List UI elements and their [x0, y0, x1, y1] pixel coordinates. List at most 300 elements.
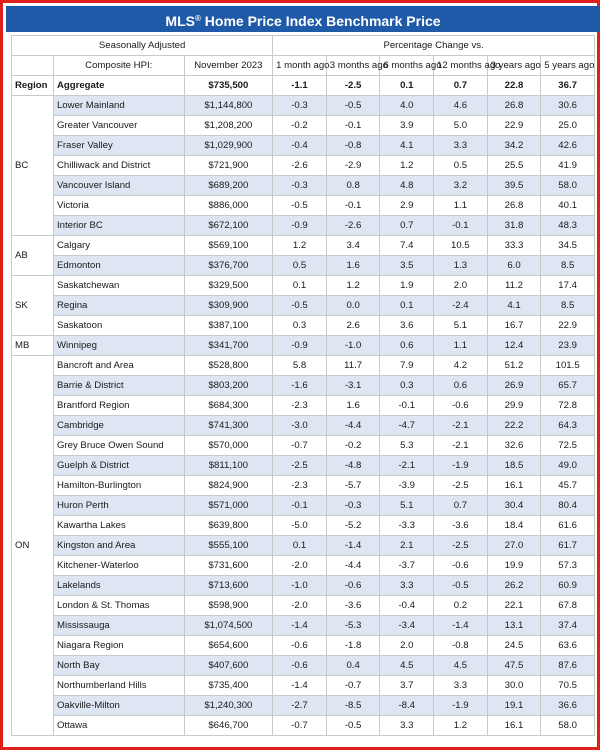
pct-change-cell: 37.4: [541, 616, 595, 636]
aggregate-name: Aggregate: [53, 76, 184, 96]
table-row: [12, 216, 595, 236]
col-6-months: 6 months ago: [380, 56, 434, 76]
market-name: Northumberland Hills: [53, 676, 184, 696]
table-row: [12, 316, 595, 336]
pct-change-cell: -1.9: [434, 456, 488, 476]
pct-change-cell: -0.2: [326, 436, 380, 456]
pct-change-cell: 48.3: [541, 216, 595, 236]
market-name: Barrie & District: [53, 376, 184, 396]
benchmark-price: $735,400: [184, 676, 273, 696]
market-name: Cambridge: [53, 416, 184, 436]
market-name: Winnipeg: [53, 336, 184, 356]
benchmark-price: $387,100: [184, 316, 273, 336]
pct-change-cell: -0.6: [326, 576, 380, 596]
benchmark-price: $654,600: [184, 636, 273, 656]
market-name: Lower Mainland: [53, 96, 184, 116]
market-name: Huron Perth: [53, 496, 184, 516]
pct-change-cell: -0.3: [273, 176, 327, 196]
table-row: [12, 156, 595, 176]
col-12-months: 12 months ago: [434, 56, 488, 76]
benchmark-price: $672,100: [184, 216, 273, 236]
pct-change-cell: -5.7: [326, 476, 380, 496]
pct-change-cell: 5.8: [273, 356, 327, 376]
pct-change-cell: 5.0: [434, 116, 488, 136]
pct-change-cell: 0.1: [380, 296, 434, 316]
market-name: Lakelands: [53, 576, 184, 596]
pct-change-cell: -3.7: [380, 556, 434, 576]
pct-change-cell: 23.9: [541, 336, 595, 356]
pct-change-cell: -3.6: [434, 516, 488, 536]
pct-change-cell: -2.1: [434, 436, 488, 456]
pct-change-cell: -2.1: [434, 416, 488, 436]
pct-change-cell: 87.6: [541, 656, 595, 676]
pct-change-cell: 16.1: [487, 476, 541, 496]
table-row: [12, 136, 595, 156]
pct-change-cell: 2.0: [434, 276, 488, 296]
pct-change-cell: -0.9: [273, 216, 327, 236]
pct-change-cell: 65.7: [541, 376, 595, 396]
pct-change-cell: -4.7: [380, 416, 434, 436]
pct-change-cell: -2.6: [326, 216, 380, 236]
pct-change-cell: -1.4: [273, 676, 327, 696]
table-row: [12, 376, 595, 396]
pct-change-cell: -0.6: [273, 656, 327, 676]
pct-change-cell: -3.4: [380, 616, 434, 636]
pct-change-cell: 17.4: [541, 276, 595, 296]
pct-change-cell: -0.3: [273, 96, 327, 116]
pct-change-cell: 0.3: [380, 376, 434, 396]
pct-change-cell: 5.3: [380, 436, 434, 456]
pct-change-cell: -2.4: [434, 296, 488, 316]
market-name: Brantford Region: [53, 396, 184, 416]
pct-change-cell: 80.4: [541, 496, 595, 516]
market-name: Kawartha Lakes: [53, 516, 184, 536]
pct-change-cell: -0.1: [380, 396, 434, 416]
benchmark-price: $1,144,800: [184, 96, 273, 116]
region-code: AB: [12, 236, 54, 276]
pct-change-cell: 3.3: [380, 576, 434, 596]
table-row: [12, 616, 595, 636]
region-code: MB: [12, 336, 54, 356]
pct-change-cell: 12.4: [487, 336, 541, 356]
benchmark-price: $1,029,900: [184, 136, 273, 156]
benchmark-price: $1,208,200: [184, 116, 273, 136]
pct-change-cell: -0.3: [326, 496, 380, 516]
pct-change-cell: -0.1: [326, 116, 380, 136]
table-row: [12, 556, 595, 576]
pct-change-cell: 32.6: [487, 436, 541, 456]
pct-change-cell: 34.5: [541, 236, 595, 256]
table-row: [12, 196, 595, 216]
region-label: Region: [12, 76, 54, 96]
pct-change-cell: 1.6: [326, 256, 380, 276]
table-row: [12, 536, 595, 556]
pct-change-cell: -4.8: [326, 456, 380, 476]
col-3-months: 3 months ago: [326, 56, 380, 76]
region-code: SK: [12, 276, 54, 336]
market-name: Calgary: [53, 236, 184, 256]
pct-change-cell: 18.4: [487, 516, 541, 536]
aggregate-pct: 0.7: [434, 76, 488, 96]
pct-change-cell: 0.7: [380, 216, 434, 236]
pct-change-cell: 19.9: [487, 556, 541, 576]
region-code: ON: [12, 356, 54, 736]
benchmark-price: $376,700: [184, 256, 273, 276]
pct-change-cell: 11.7: [326, 356, 380, 376]
title-suffix: Home Price Index Benchmark Price: [200, 13, 441, 29]
benchmark-price: $1,074,500: [184, 616, 273, 636]
pct-change-cell: 2.6: [326, 316, 380, 336]
pct-change-cell: 4.5: [434, 656, 488, 676]
pct-change-cell: 0.8: [326, 176, 380, 196]
november-header: November 2023: [184, 56, 273, 76]
pct-change-cell: 25.0: [541, 116, 595, 136]
pct-change-cell: -0.1: [273, 496, 327, 516]
pct-change-cell: 0.6: [434, 376, 488, 396]
pct-change-cell: 10.5: [434, 236, 488, 256]
benchmark-price: $886,000: [184, 196, 273, 216]
benchmark-price: $811,100: [184, 456, 273, 476]
title-prefix: MLS: [165, 13, 195, 29]
market-name: Bancroft and Area: [53, 356, 184, 376]
pct-change-cell: 13.1: [487, 616, 541, 636]
pct-change-cell: 8.5: [541, 256, 595, 276]
col-1-month: 1 month ago: [273, 56, 327, 76]
pct-change-cell: 19.1: [487, 696, 541, 716]
market-name: Edmonton: [53, 256, 184, 276]
seasonally-adjusted-header: Seasonally Adjusted: [12, 36, 273, 56]
pct-change-cell: 1.9: [380, 276, 434, 296]
pct-change-cell: 16.7: [487, 316, 541, 336]
pct-change-cell: 101.5: [541, 356, 595, 376]
table-row: [12, 336, 595, 356]
benchmark-price: $803,200: [184, 376, 273, 396]
pct-change-cell: -2.3: [273, 476, 327, 496]
table-row: [12, 456, 595, 476]
col-3-years: 3 years ago: [487, 56, 541, 76]
benchmark-price: $570,000: [184, 436, 273, 456]
pct-change-cell: 11.2: [487, 276, 541, 296]
market-name: Grey Bruce Owen Sound: [53, 436, 184, 456]
pct-change-cell: 22.2: [487, 416, 541, 436]
pct-change-cell: 51.2: [487, 356, 541, 376]
pct-change-cell: 0.7: [434, 496, 488, 516]
table-row: [12, 656, 595, 676]
table-row: [12, 116, 595, 136]
table-row: [12, 696, 595, 716]
aggregate-row: [12, 76, 595, 96]
pct-change-cell: -1.4: [273, 616, 327, 636]
pct-change-cell: -0.4: [380, 596, 434, 616]
pct-change-cell: 0.4: [326, 656, 380, 676]
header-row-top: [12, 36, 595, 56]
pct-change-cell: 34.2: [487, 136, 541, 156]
table-row: [12, 596, 595, 616]
benchmark-price: $684,300: [184, 396, 273, 416]
table-row: [12, 576, 595, 596]
benchmark-price: $741,300: [184, 416, 273, 436]
pct-change-cell: 26.8: [487, 96, 541, 116]
pct-change-cell: 1.1: [434, 196, 488, 216]
pct-change-cell: -4.4: [326, 416, 380, 436]
pct-change-cell: 27.0: [487, 536, 541, 556]
pct-change-cell: 6.0: [487, 256, 541, 276]
pct-change-cell: -5.3: [326, 616, 380, 636]
pct-change-cell: 1.2: [273, 236, 327, 256]
pct-change-cell: -1.4: [326, 536, 380, 556]
aggregate-price: $735,500: [184, 76, 273, 96]
pct-change-cell: -0.1: [434, 216, 488, 236]
pct-change-cell: 8.5: [541, 296, 595, 316]
pct-change-cell: 0.2: [434, 596, 488, 616]
pct-change-cell: 30.0: [487, 676, 541, 696]
pct-change-cell: -2.0: [273, 596, 327, 616]
pct-change-cell: 7.9: [380, 356, 434, 376]
composite-header: Composite HPI:: [53, 56, 184, 76]
pct-change-cell: 61.6: [541, 516, 595, 536]
benchmark-price: $713,600: [184, 576, 273, 596]
col-5-years: 5 years ago: [541, 56, 595, 76]
pct-change-cell: 36.6: [541, 696, 595, 716]
pct-change-cell: 33.3: [487, 236, 541, 256]
pct-change-cell: -0.5: [326, 96, 380, 116]
pct-change-cell: -3.6: [326, 596, 380, 616]
pct-change-cell: 3.7: [380, 676, 434, 696]
benchmark-price: $341,700: [184, 336, 273, 356]
market-name: Chilliwack and District: [53, 156, 184, 176]
table-row: [12, 236, 595, 256]
market-name: Guelph & District: [53, 456, 184, 476]
pct-change-cell: 2.1: [380, 536, 434, 556]
region-header-blank: [12, 56, 54, 76]
market-name: Greater Vancouver: [53, 116, 184, 136]
market-name: Mississauga: [53, 616, 184, 636]
market-name: Kitchener-Waterloo: [53, 556, 184, 576]
pct-change-cell: 4.6: [434, 96, 488, 116]
pct-change-cell: -3.9: [380, 476, 434, 496]
pct-change-cell: 0.0: [326, 296, 380, 316]
table-row: [12, 676, 595, 696]
table-row: [12, 416, 595, 436]
pct-change-cell: 3.5: [380, 256, 434, 276]
pct-change-cell: -0.8: [434, 636, 488, 656]
table-row: [12, 276, 595, 296]
table-row: [12, 716, 595, 736]
pct-change-cell: 0.6: [380, 336, 434, 356]
pct-change-cell: 3.9: [380, 116, 434, 136]
table-row: [12, 96, 595, 116]
benchmark-price: $824,900: [184, 476, 273, 496]
benchmark-price: $555,100: [184, 536, 273, 556]
pct-change-cell: -8.4: [380, 696, 434, 716]
benchmark-price: $639,800: [184, 516, 273, 536]
pct-change-cell: 67.8: [541, 596, 595, 616]
pct-change-cell: 2.9: [380, 196, 434, 216]
benchmark-price: $598,900: [184, 596, 273, 616]
pct-change-cell: -2.5: [434, 476, 488, 496]
pct-change-cell: 39.5: [487, 176, 541, 196]
pct-change-cell: 4.1: [487, 296, 541, 316]
pct-change-cell: -3.0: [273, 416, 327, 436]
pct-change-cell: 64.3: [541, 416, 595, 436]
pct-change-cell: 4.5: [380, 656, 434, 676]
percentage-change-header: Percentage Change vs.: [273, 36, 595, 56]
pct-change-cell: 45.7: [541, 476, 595, 496]
table-row: [12, 176, 595, 196]
pct-change-cell: 42.6: [541, 136, 595, 156]
pct-change-cell: -2.9: [326, 156, 380, 176]
pct-change-cell: -1.6: [273, 376, 327, 396]
aggregate-pct: -1.1: [273, 76, 327, 96]
pct-change-cell: 60.9: [541, 576, 595, 596]
pct-change-cell: 70.5: [541, 676, 595, 696]
pct-change-cell: 0.3: [273, 316, 327, 336]
hpi-table: [11, 35, 595, 736]
benchmark-price: $569,100: [184, 236, 273, 256]
pct-change-cell: -1.9: [434, 696, 488, 716]
market-name: Saskatchewan: [53, 276, 184, 296]
pct-change-cell: 30.4: [487, 496, 541, 516]
table-row: [12, 396, 595, 416]
table-row: [12, 356, 595, 376]
pct-change-cell: -0.6: [273, 636, 327, 656]
pct-change-cell: 58.0: [541, 716, 595, 736]
pct-change-cell: 18.5: [487, 456, 541, 476]
benchmark-price: $646,700: [184, 716, 273, 736]
pct-change-cell: 31.8: [487, 216, 541, 236]
pct-change-cell: 4.2: [434, 356, 488, 376]
pct-change-cell: -1.4: [434, 616, 488, 636]
pct-change-cell: 1.2: [326, 276, 380, 296]
pct-change-cell: -0.2: [273, 116, 327, 136]
pct-change-cell: -0.5: [273, 296, 327, 316]
pct-change-cell: 3.3: [434, 136, 488, 156]
pct-change-cell: -2.0: [273, 556, 327, 576]
registered-mark: ®: [194, 14, 201, 23]
pct-change-cell: -0.5: [326, 716, 380, 736]
table-row: [12, 256, 595, 276]
pct-change-cell: -2.7: [273, 696, 327, 716]
pct-change-cell: -0.7: [326, 676, 380, 696]
table-row: [12, 436, 595, 456]
pct-change-cell: 5.1: [434, 316, 488, 336]
region-code: BC: [12, 96, 54, 236]
pct-change-cell: 1.6: [326, 396, 380, 416]
pct-change-cell: -2.3: [273, 396, 327, 416]
benchmark-price: $721,900: [184, 156, 273, 176]
pct-change-cell: 26.2: [487, 576, 541, 596]
pct-change-cell: 41.9: [541, 156, 595, 176]
pct-change-cell: 72.8: [541, 396, 595, 416]
pct-change-cell: -0.7: [273, 436, 327, 456]
pct-change-cell: -2.5: [434, 536, 488, 556]
pct-change-cell: -2.5: [273, 456, 327, 476]
market-name: London & St. Thomas: [53, 596, 184, 616]
pct-change-cell: -8.5: [326, 696, 380, 716]
pct-change-cell: 3.4: [326, 236, 380, 256]
table-row: [12, 636, 595, 656]
market-name: Regina: [53, 296, 184, 316]
table-row: [12, 476, 595, 496]
pct-change-cell: -0.6: [434, 396, 488, 416]
pct-change-cell: 29.9: [487, 396, 541, 416]
pct-change-cell: -0.6: [434, 556, 488, 576]
pct-change-cell: 58.0: [541, 176, 595, 196]
benchmark-price: $571,000: [184, 496, 273, 516]
pct-change-cell: 1.2: [380, 156, 434, 176]
pct-change-cell: 63.6: [541, 636, 595, 656]
pct-change-cell: -1.0: [326, 336, 380, 356]
pct-change-cell: 3.6: [380, 316, 434, 336]
pct-change-cell: 1.1: [434, 336, 488, 356]
pct-change-cell: 47.5: [487, 656, 541, 676]
pct-change-cell: 1.2: [434, 716, 488, 736]
pct-change-cell: -0.5: [273, 196, 327, 216]
pct-change-cell: 61.7: [541, 536, 595, 556]
pct-change-cell: 0.1: [273, 276, 327, 296]
pct-change-cell: -0.7: [273, 716, 327, 736]
pct-change-cell: 22.9: [487, 116, 541, 136]
pct-change-cell: -0.8: [326, 136, 380, 156]
pct-change-cell: 16.1: [487, 716, 541, 736]
table-row: [12, 296, 595, 316]
pct-change-cell: -0.1: [326, 196, 380, 216]
pct-change-cell: 72.5: [541, 436, 595, 456]
pct-change-cell: -1.8: [326, 636, 380, 656]
market-name: Victoria: [53, 196, 184, 216]
market-name: North Bay: [53, 656, 184, 676]
benchmark-price: $309,900: [184, 296, 273, 316]
benchmark-price: $407,600: [184, 656, 273, 676]
pct-change-cell: -3.3: [380, 516, 434, 536]
pct-change-cell: 0.1: [273, 536, 327, 556]
pct-change-cell: -0.5: [434, 576, 488, 596]
pct-change-cell: 22.9: [541, 316, 595, 336]
pct-change-cell: 0.5: [273, 256, 327, 276]
market-name: Hamilton-Burlington: [53, 476, 184, 496]
market-name: Niagara Region: [53, 636, 184, 656]
benchmark-price: $689,200: [184, 176, 273, 196]
pct-change-cell: 4.0: [380, 96, 434, 116]
pct-change-cell: 1.3: [434, 256, 488, 276]
table-title: [6, 6, 600, 32]
pct-change-cell: 5.1: [380, 496, 434, 516]
market-name: Saskatoon: [53, 316, 184, 336]
aggregate-pct: -2.5: [326, 76, 380, 96]
benchmark-price: $731,600: [184, 556, 273, 576]
table-row: [12, 496, 595, 516]
aggregate-pct: 22.8: [487, 76, 541, 96]
market-name: Vancouver Island: [53, 176, 184, 196]
pct-change-cell: -0.4: [273, 136, 327, 156]
benchmark-price: $1,240,300: [184, 696, 273, 716]
pct-change-cell: 57.3: [541, 556, 595, 576]
pct-change-cell: -2.1: [380, 456, 434, 476]
pct-change-cell: -1.0: [273, 576, 327, 596]
table-row: [12, 516, 595, 536]
pct-change-cell: 22.1: [487, 596, 541, 616]
pct-change-cell: 30.6: [541, 96, 595, 116]
market-name: Oakville-Milton: [53, 696, 184, 716]
pct-change-cell: -2.6: [273, 156, 327, 176]
pct-change-cell: 49.0: [541, 456, 595, 476]
pct-change-cell: 0.5: [434, 156, 488, 176]
market-name: Fraser Valley: [53, 136, 184, 156]
pct-change-cell: 3.2: [434, 176, 488, 196]
market-name: Kingston and Area: [53, 536, 184, 556]
aggregate-pct: 36.7: [541, 76, 595, 96]
pct-change-cell: 25.5: [487, 156, 541, 176]
